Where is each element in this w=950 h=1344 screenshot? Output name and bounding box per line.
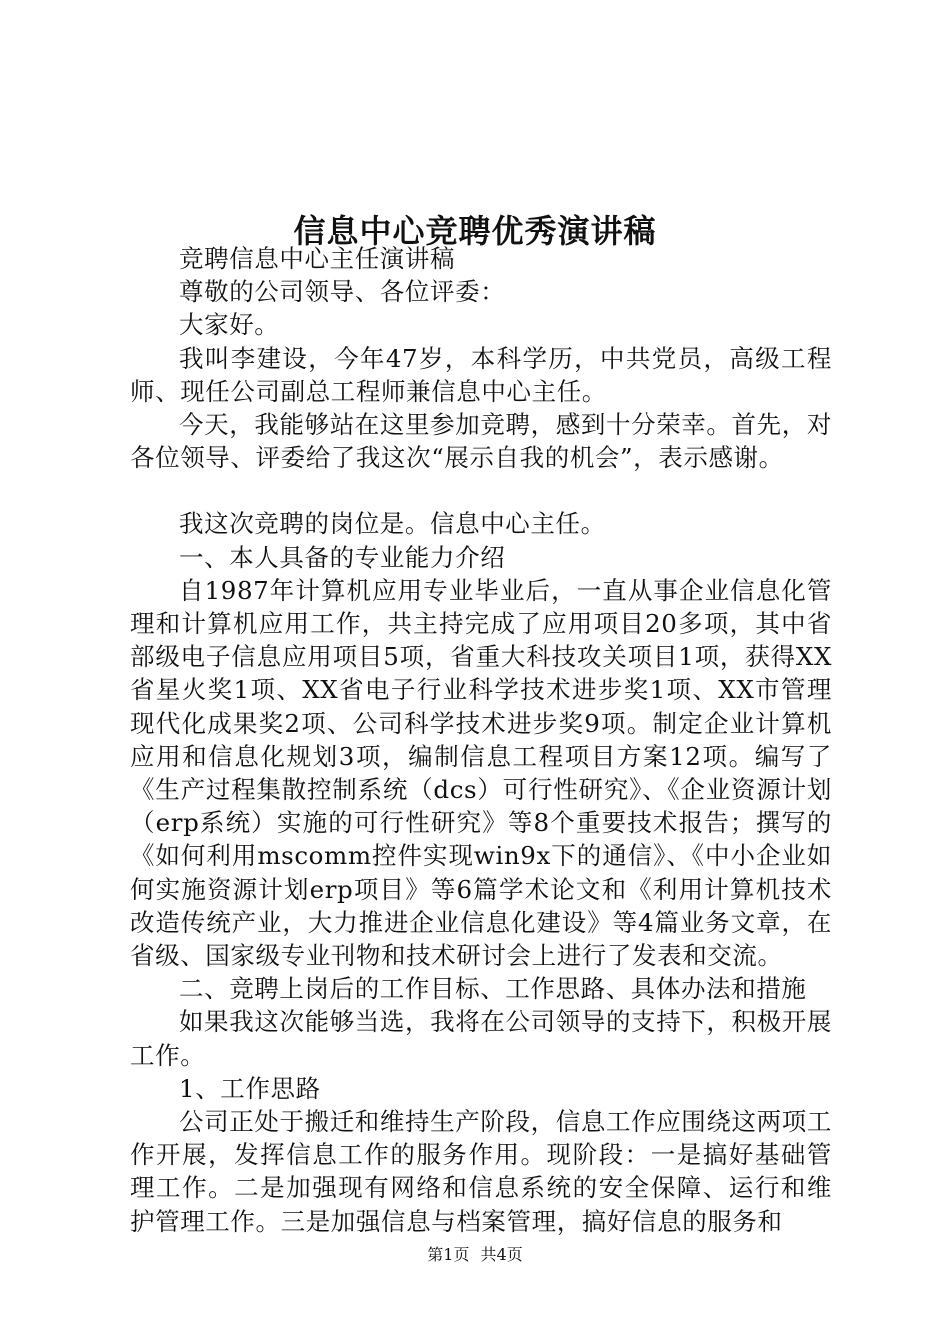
paragraph-greeting: 大家好。 bbox=[179, 310, 280, 340]
paragraph-subtitle: 竞聘信息中心主任演讲稿 bbox=[179, 244, 456, 273]
paragraph-commitment: 如果我这次能够当选，我将在公司领导的支持下，积极开展工作。 bbox=[130, 1007, 832, 1070]
section-heading-1: 一、本人具备的专业能力介绍 bbox=[179, 542, 506, 572]
page-number: 第1页 bbox=[427, 1245, 470, 1264]
document-body bbox=[130, 242, 832, 1238]
paragraph-salutation: 尊敬的公司领导、各位评委： bbox=[179, 277, 506, 307]
page-footer bbox=[0, 1244, 950, 1266]
page-total: 共4页 bbox=[480, 1245, 523, 1264]
paragraph-work-plan: 公司正处于搬迁和维持生产阶段，信息工作应围绕这两项工作开展，发挥信息工作的服务作用。现阶段：一是搞好基础管理工作。二是加强现有网络和信息系统的安全保障、运行和维护管理工作。三是加强信息与档案管理，搞好信息的服务和 bbox=[130, 1107, 832, 1236]
paragraph-thanks: 今天，我能够站在这里参加竞聘，感到十分荣幸。首先，对各位领导、评委给了我这次“展示自我的机会”，表示感谢。 bbox=[130, 410, 832, 473]
paragraph-experience: 自1987年计算机应用专业毕业后，一直从事企业信息化管理和计算机应用工作，共主持完成了应用项目20多项，其中省部级电子信息应用项目5项，省重大科技攻关项目1项，获得XX省星火奖1项、XX省电子行业科学技术进步奖1项、XX市管理现代化成果奖2项、公司科学技术进步奖9项。制定企业计算机应用和信息化规划3项，编制信息工程项目方案12项。编写了《生产过程集散控制系统（dcs）可行性研究》、《企业资源计划（erp系统）实施的可行性研究》等8个重要技术报告；撰写的《如何利用mscomm控件实现win9x下的通信》、《中小企业如何实施资源计划erp项目》等6篇学术论文和《利用计算机技术改造传统产业，大力推进企业信息化建设》等4篇业务文章，在省级、国家级专业刊物和技术研讨会上进行了发表和交流。 bbox=[130, 575, 832, 971]
section-heading-2: 二、竞聘上岗后的工作目标、工作思路、具体办法和措施 bbox=[179, 974, 807, 1004]
paragraph-position: 我这次竞聘的岗位是。信息中心主任。 bbox=[179, 509, 606, 539]
subsection-heading-1: 1、工作思路 bbox=[179, 1073, 321, 1103]
document-title: 信息中心竞聘优秀演讲稿 bbox=[293, 212, 657, 251]
paragraph-self-intro: 我叫李建设，今年47岁，本科学历，中共党员，高级工程师、现任公司副总工程师兼信息中心主任。 bbox=[130, 343, 832, 406]
